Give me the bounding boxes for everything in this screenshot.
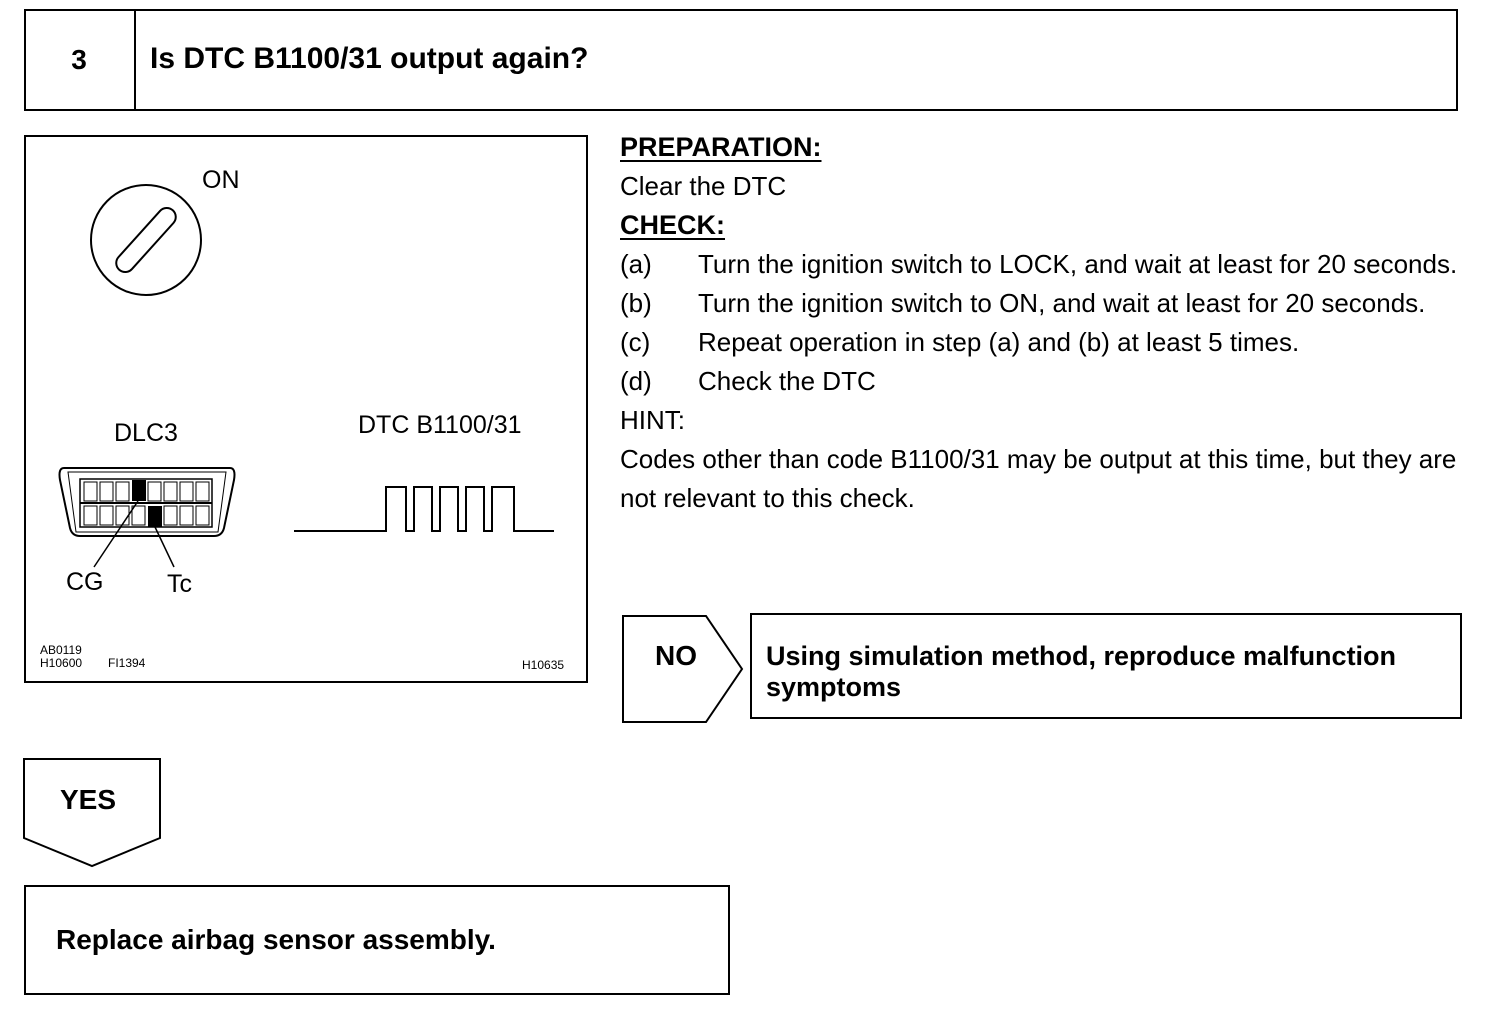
step-letter: (c) <box>620 327 651 357</box>
hint-text: Codes other than code B1100/31 may be output at this time, but they are not relevant to this check. <box>620 444 1457 513</box>
cg-terminal-label: CG <box>66 568 104 596</box>
waveform-label: DTC B1100/31 <box>358 411 522 439</box>
preparation-heading: PREPARATION: <box>620 132 822 162</box>
figure-code: FI1394 <box>108 656 146 670</box>
ignition-on-label: ON <box>202 166 240 194</box>
tc-terminal-label: Tc <box>167 570 192 598</box>
no-label: NO <box>655 640 697 671</box>
no-result-box: Using simulation method, reproduce malfunction symptoms <box>750 613 1462 719</box>
step-text: Turn the ignition switch to LOCK, and wait at least for 20 seconds. <box>698 249 1458 279</box>
check-step <box>620 245 1470 284</box>
check-step <box>620 323 1470 362</box>
check-step <box>620 362 1470 401</box>
ignition-switch-icon <box>91 185 201 295</box>
dtc-waveform <box>294 487 554 531</box>
instruction-text <box>620 128 1470 518</box>
step-text: Repeat operation in step (a) and (b) at least 5 times. <box>698 327 1300 357</box>
check-heading: CHECK: <box>620 210 725 240</box>
step-letter: (a) <box>620 249 652 279</box>
dlc3-connector-icon <box>60 468 235 567</box>
figure-code: H10635 <box>522 658 565 672</box>
check-step <box>620 284 1470 323</box>
yes-label: YES <box>60 784 117 815</box>
step-text: Check the DTC <box>698 366 876 396</box>
figure-code: AB0119 <box>40 643 82 657</box>
illustration-drawing <box>24 135 588 683</box>
step-number: 3 <box>24 9 136 111</box>
step-letter: (d) <box>620 366 652 396</box>
dlc3-label: DLC3 <box>114 419 178 447</box>
yes-result-box: Replace airbag sensor assembly. <box>24 885 730 995</box>
hint-heading: HINT: <box>620 405 685 435</box>
step-letter: (b) <box>620 288 652 318</box>
step-question: Is DTC B1100/31 output again? <box>150 42 589 75</box>
figure-code: H10600 <box>40 656 83 670</box>
preparation-text: Clear the DTC <box>620 171 787 201</box>
step-text: Turn the ignition switch to ON, and wait at least for 20 seconds. <box>698 288 1426 318</box>
